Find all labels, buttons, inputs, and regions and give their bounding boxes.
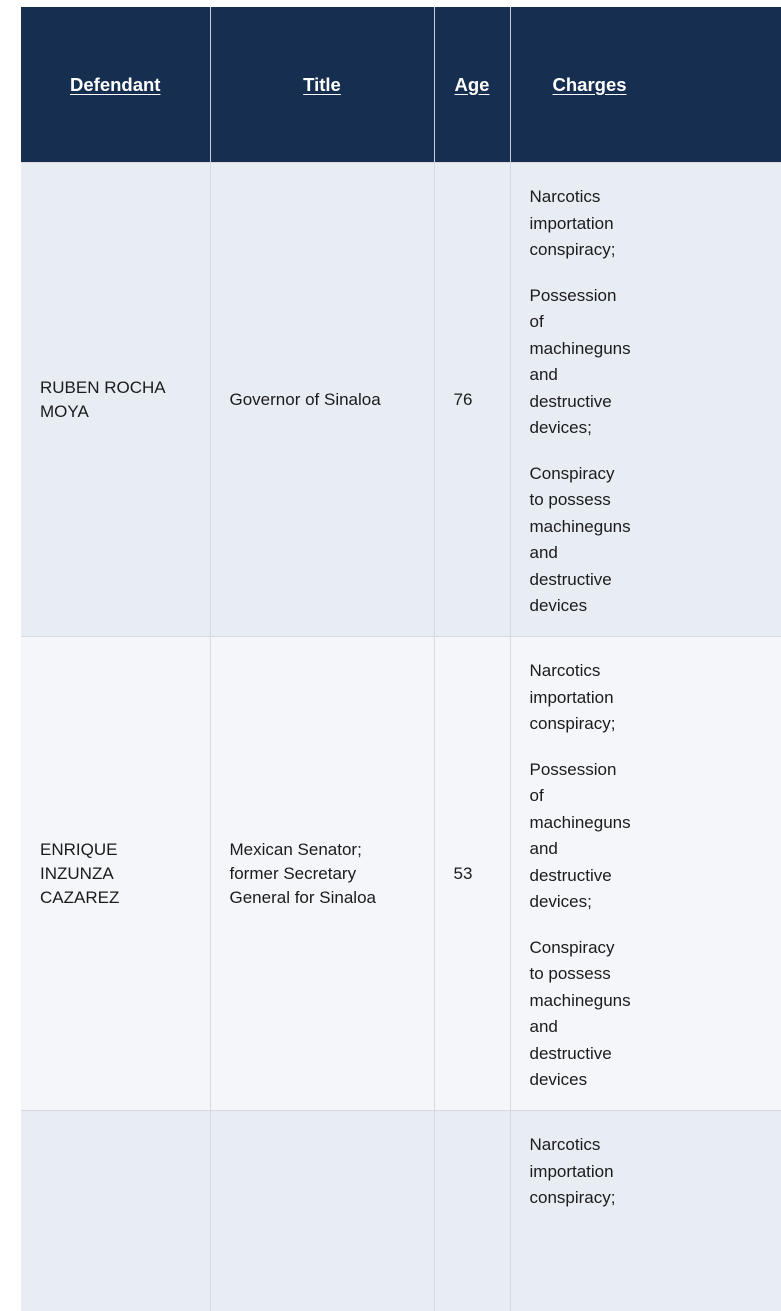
header-defendant-label[interactable]: Defendant <box>70 73 161 95</box>
cell-charges <box>510 1111 781 1311</box>
header-defendant[interactable] <box>21 7 210 163</box>
charge-item: Possession of machineguns and destructive devices; <box>529 285 631 437</box>
table-row <box>21 1111 781 1311</box>
header-title[interactable] <box>210 7 434 163</box>
table-row <box>21 163 781 637</box>
cell-age: 53 <box>434 637 510 1111</box>
cell-defendant: ENRIQUE INZUNZA CAZAREZ <box>21 637 210 1111</box>
defendants-table <box>21 7 781 1311</box>
charge-item: Conspiracy to possess machineguns and destructive devices <box>529 937 631 1089</box>
table-body <box>21 163 781 1311</box>
cell-defendant <box>21 1111 210 1311</box>
charge-item: Conspiracy to possess machineguns and destructive devices <box>529 463 631 615</box>
header-title-label[interactable]: Title <box>303 73 341 95</box>
cell-charges <box>510 637 781 1111</box>
table-header <box>21 7 781 163</box>
cell-title: Mexican Senator; former Secretary General for Sinaloa <box>210 637 434 1111</box>
cell-title: Governor of Sinaloa <box>210 163 434 637</box>
cell-age: 76 <box>434 163 510 637</box>
cell-age <box>434 1111 510 1311</box>
header-charges-label[interactable]: Charges <box>552 73 627 95</box>
header-charges[interactable] <box>510 7 781 163</box>
table-row <box>21 637 781 1111</box>
charge-item: Narcotics importation conspiracy; <box>529 187 616 259</box>
header-age-label[interactable]: Age <box>454 73 490 95</box>
charge-item: Possession of machineguns and destructive devices; <box>529 759 631 911</box>
cell-charges <box>510 163 781 637</box>
cell-defendant: RUBEN ROCHA MOYA <box>21 163 210 637</box>
cell-title <box>210 1111 434 1311</box>
charge-item: Narcotics importation conspiracy; <box>529 1135 616 1207</box>
charge-item: Narcotics importation conspiracy; <box>529 661 616 733</box>
header-age[interactable] <box>434 7 510 163</box>
